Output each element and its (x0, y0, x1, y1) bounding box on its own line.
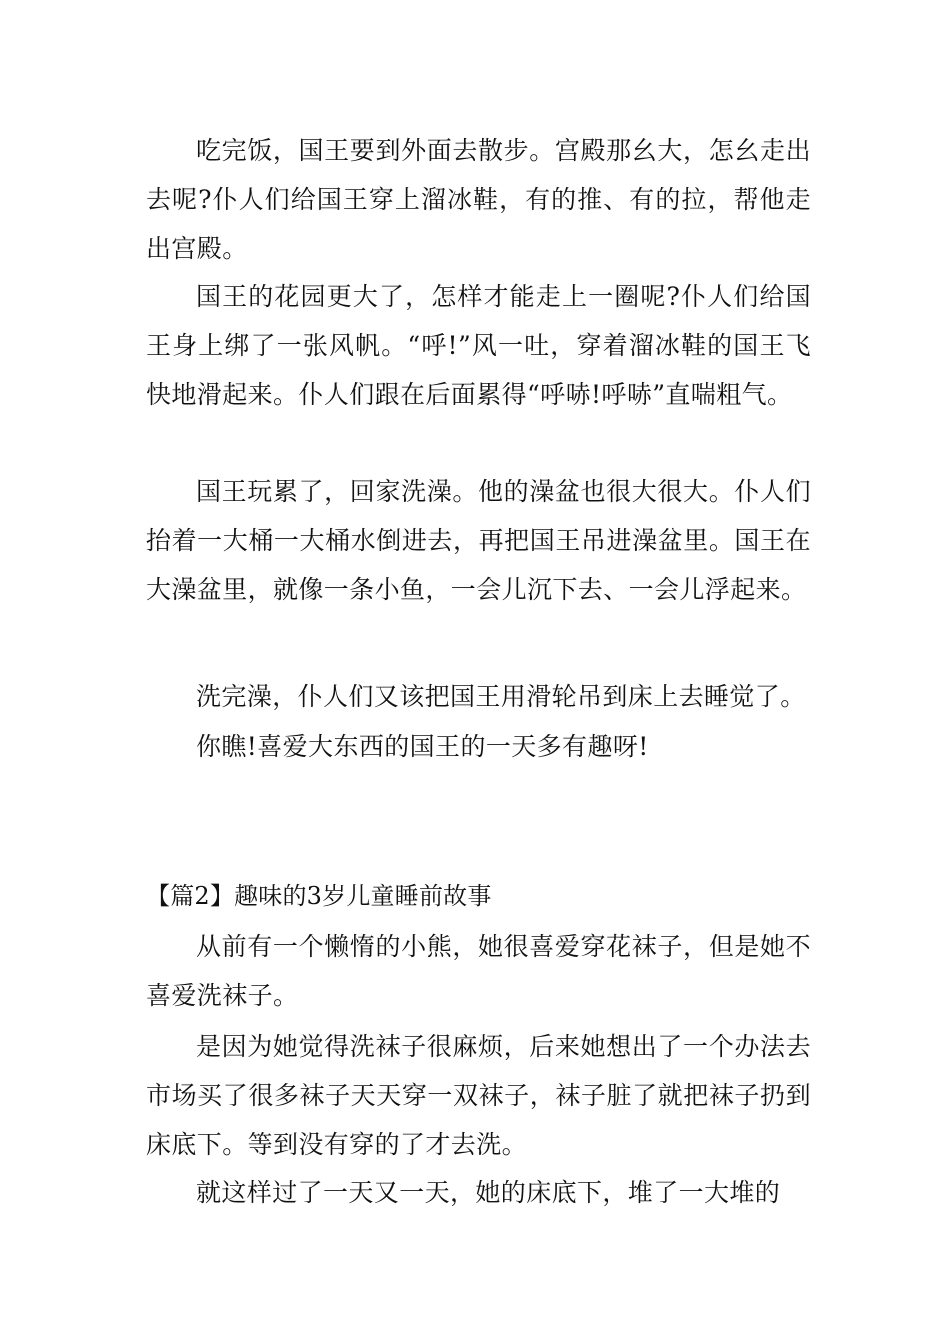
story2-paragraph-1: 从前有一个懒惰的小熊，她很喜爱穿花袜子，但是她不喜爱洗袜子。 (146, 932, 811, 1010)
story2-paragraph-2: 是因为她觉得洗袜子很麻烦，后来她想出了一个办法去市场买了很多袜子天天穿一双袜子，袜子脏了就把袜子扔到床底下。等到没有穿的了才去洗。 (146, 1032, 811, 1159)
story1-paragraph-2: 国王的花园更大了，怎样才能走上一圈呢?仆人们给国王身上绑了一张风帆。“呼!”风一吐，穿着溜冰鞋的国王飞快地滑起来。仆人们跟在后面累得“呼哧!呼哧”直喘粗气。 (146, 282, 811, 409)
story1-paragraph-4: 洗完澡，仆人们又该把国王用滑轮吊到床上去睡觉了。 (196, 682, 806, 711)
story1-paragraph-5: 你瞧!喜爱大东西的国王的一天多有趣呀! (196, 732, 649, 761)
story2-paragraph-3: 就这样过了一天又一天，她的床底下，堆了一大堆的 (196, 1178, 781, 1207)
story2-heading: 【篇2】趣味的3岁儿童睡前故事 (146, 882, 492, 910)
story1-paragraph-1: 吃完饭，国王要到外面去散步。宫殿那幺大，怎幺走出去呢?仆人们给国王穿上溜冰鞋，有的推、有的拉，帮他走出宫殿。 (146, 136, 811, 263)
story1-paragraph-3: 国王玩累了，回家洗澡。他的澡盆也很大很大。仆人们抬着一大桶一大桶水倒进去，再把国王吊进澡盆里。国王在大澡盆里，就像一条小鱼，一会儿沉下去、一会儿浮起来。 (146, 477, 811, 604)
